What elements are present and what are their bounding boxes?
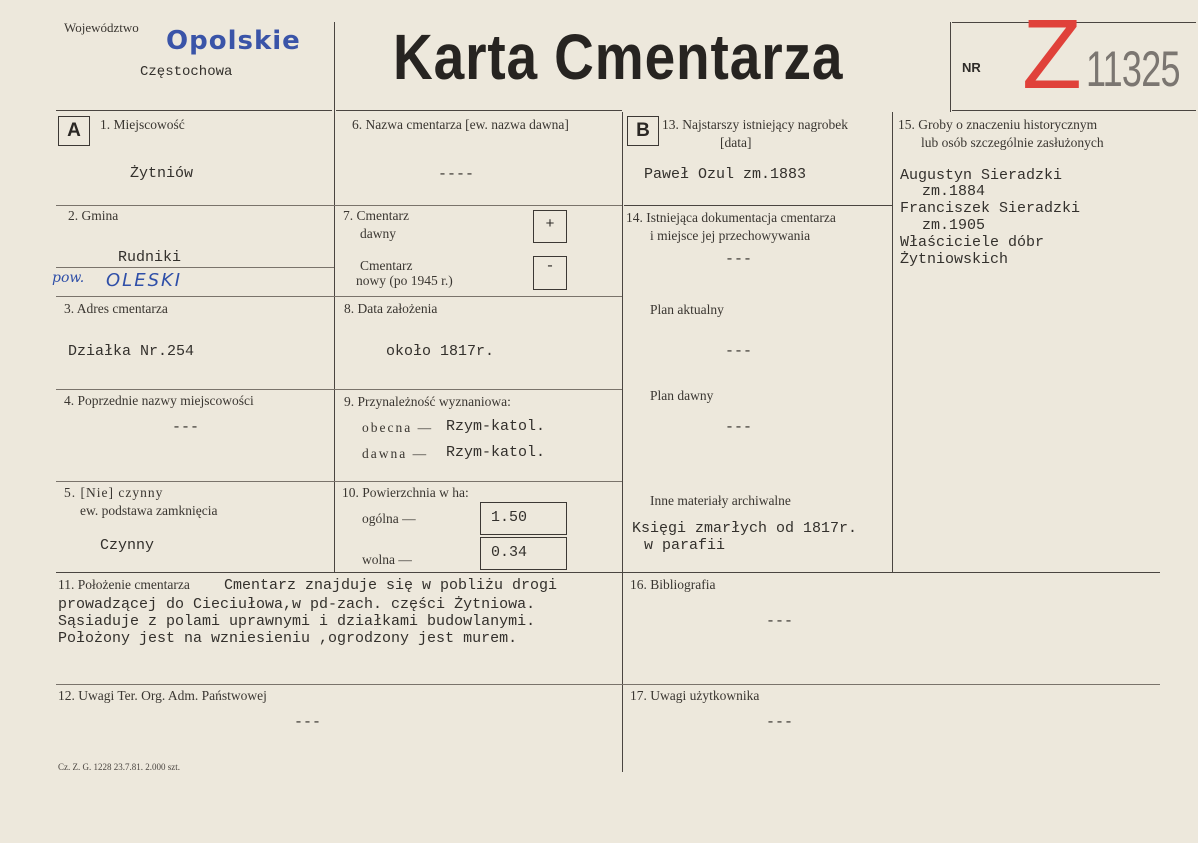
- rule: [56, 684, 1160, 685]
- rule: [950, 22, 951, 112]
- print-footer: Cz. Z. G. 1228 23.7.81. 2.000 szt.: [58, 762, 180, 772]
- field-10-ogolna-value: 1.50: [491, 509, 528, 526]
- field-9-dawna-label: dawna —: [362, 446, 429, 461]
- rule: [334, 112, 335, 572]
- checkbox-dawny[interactable]: +: [533, 210, 567, 243]
- field-13-value: Paweł Ozul zm.1883: [644, 166, 807, 183]
- section-a-letter: A: [58, 116, 90, 146]
- field-6-label: 6. Nazwa cmentarza [ew. nazwa dawna]: [352, 117, 569, 132]
- other-materials-line1: Księgi zmarłych od 1817r.: [632, 520, 858, 537]
- field-10-ogolna-label: ogólna —: [362, 511, 416, 526]
- historic-grave-line: zm.1905: [922, 217, 986, 234]
- plan-old-value: ---: [725, 419, 753, 436]
- field-8-label: 8. Data założenia: [344, 301, 438, 316]
- field-3-value: Działka Nr.254: [68, 343, 195, 360]
- field-4-value: ---: [172, 419, 200, 436]
- historic-grave-line: Żytniowskich: [900, 251, 1009, 268]
- area-free-box: [480, 537, 567, 570]
- rule: [56, 267, 334, 268]
- field-7-nowy-label: Cmentarz: [360, 258, 413, 273]
- field-11-line1: Cmentarz znajduje się w pobliżu drogi: [224, 577, 558, 594]
- field-10-wolna-value: 0.34: [491, 544, 528, 561]
- field-5-sublabel: ew. podstawa zamknięcia: [80, 503, 218, 518]
- field-15-label: 15. Groby o znaczeniu historycznym: [898, 117, 1098, 132]
- field-5-value: Czynny: [100, 537, 155, 554]
- field-10-wolna-label: wolna —: [362, 552, 412, 567]
- field-11-line2: prowadzącej do Cieciułowa,w pd-zach. części Żytniowa.: [58, 596, 536, 613]
- voivodeship-stamp: Opolskie: [166, 26, 301, 56]
- checkbox-nowy[interactable]: -: [533, 256, 567, 290]
- field-12-value: ---: [294, 714, 322, 731]
- plan-current-value: ---: [725, 343, 753, 360]
- historic-grave-line: Właściciele dóbr: [900, 234, 1045, 251]
- rule: [336, 110, 622, 111]
- field-15-sublabel: lub osób szczególnie zasłużonych: [921, 135, 1104, 150]
- plan-current-label: Plan aktualny: [650, 302, 724, 317]
- field-2-label: 2. Gmina: [68, 208, 119, 223]
- field-7-dawny-label: dawny: [360, 226, 396, 241]
- field-6-value: ----: [438, 166, 475, 183]
- area-total-box: [480, 502, 567, 535]
- field-17-value: ---: [766, 714, 794, 731]
- field-14-sublabel: i miejsce jej przechowywania: [650, 228, 811, 243]
- handwritten-note: OLESKI: [106, 270, 183, 291]
- rule: [56, 110, 332, 111]
- field-14-value: ---: [725, 251, 753, 268]
- field-9-dawna-value: Rzym-katol.: [446, 444, 546, 461]
- handwritten-note-prefix: pow.: [52, 270, 85, 286]
- rule: [892, 112, 893, 572]
- field-7-label: 7. Cmentarz: [343, 208, 409, 223]
- historic-grave-line: Augustyn Sieradzki: [900, 167, 1063, 184]
- field-16-label: 16. Bibliografia: [630, 577, 716, 592]
- field-11-line3: Sąsiaduje z polami uprawnymi i działkami budowlanymi.: [58, 613, 536, 630]
- other-materials-label: Inne materiały archiwalne: [650, 493, 791, 508]
- field-13-label: 13. Najstarszy istniejący nagrobek: [662, 117, 848, 132]
- rule: [56, 481, 622, 482]
- field-17-label: 17. Uwagi użytkownika: [630, 688, 760, 703]
- field-16-value: ---: [766, 613, 794, 630]
- rule: [334, 22, 335, 112]
- field-10-label: 10. Powierzchnia w ha:: [342, 485, 469, 500]
- field-11-line4: Położony jest na wzniesieniu ,ogrodzony jest murem.: [58, 630, 518, 647]
- field-1-label: 1. Miejscowość: [100, 117, 185, 132]
- historic-grave-line: zm.1884: [922, 183, 986, 200]
- field-9-obecna-label: obecna —: [362, 420, 434, 435]
- rule: [624, 205, 892, 206]
- rule: [56, 389, 622, 390]
- field-11-label: 11. Położenie cmentarza: [58, 577, 190, 592]
- voivodeship-label: Województwo: [64, 20, 139, 35]
- nr-label: NR: [962, 60, 981, 75]
- page-title: Karta Cmentarza: [393, 21, 844, 93]
- rule: [622, 112, 623, 772]
- field-13-sublabel: [data]: [720, 135, 752, 150]
- voivodeship-sub: Częstochowa: [140, 64, 233, 80]
- field-14-label: 14. Istniejąca dokumentacja cmentarza: [626, 210, 836, 225]
- plan-old-label: Plan dawny: [650, 388, 714, 403]
- field-2-value: Rudniki: [118, 249, 182, 266]
- nr-number: 11325: [1086, 41, 1180, 97]
- field-3-label: 3. Adres cmentarza: [64, 301, 168, 316]
- field-9-label: 9. Przynależność wyznaniowa:: [344, 394, 511, 409]
- rule: [56, 205, 622, 206]
- field-1-value: Żytniów: [130, 165, 194, 182]
- field-7-nowy-sublabel: nowy (po 1945 r.): [356, 273, 453, 288]
- other-materials-line2: w parafii: [644, 537, 726, 554]
- rule: [56, 296, 622, 297]
- field-12-label: 12. Uwagi Ter. Org. Adm. Państwowej: [58, 688, 267, 703]
- historic-grave-line: Franciszek Sieradzki: [900, 200, 1081, 217]
- field-4-label: 4. Poprzednie nazwy miejscowości: [64, 393, 254, 408]
- section-b-letter: B: [627, 116, 659, 146]
- field-8-value: około 1817r.: [386, 343, 495, 360]
- field-5-label: 5. [Nie] czynny: [64, 485, 164, 500]
- field-9-obecna-value: Rzym-katol.: [446, 418, 546, 435]
- rule: [56, 572, 1160, 573]
- nr-letter: Z: [1022, 0, 1082, 109]
